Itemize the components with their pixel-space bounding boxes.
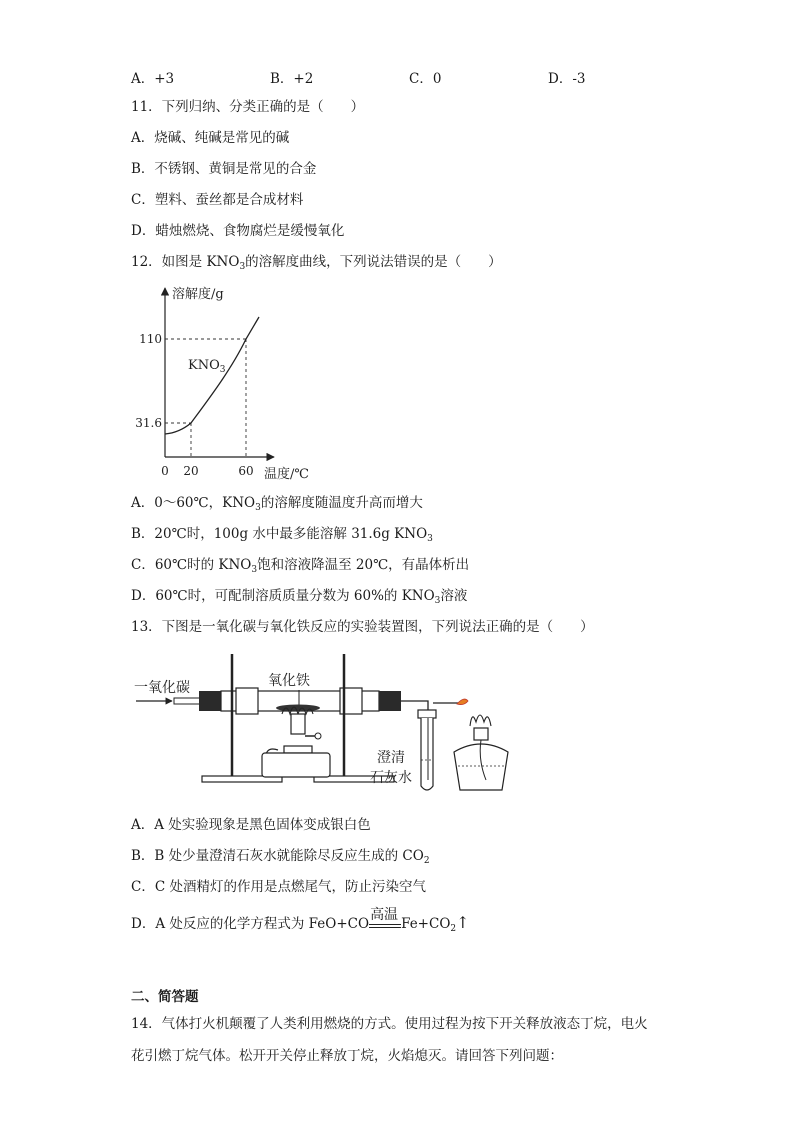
kno3-solubility-curve [165,317,259,434]
q13-option-c: C．C 处酒精灯的作用是点燃尾气，防止污染空气 [131,879,426,895]
section-title: 二、简答题 [131,989,199,1005]
q13-stem: 13．下图是一氧化碳与氧化铁反应的实验装置图，下列说法正确的是（ ） [131,619,594,635]
y-tick-110: 110 [139,332,162,346]
y-tick-31.6: 31.6 [135,416,162,430]
co-fe2o3-apparatus [128,650,528,800]
inlet-tube [174,698,200,704]
series-label-kno3: $KNO_3$ [188,358,226,375]
q12-option-b: B．20℃时，100g 水中最多能溶解 31.6g $KNO_3$ [131,526,433,544]
exhaust-flame [457,699,468,704]
limewater-test-tube [421,718,433,790]
q13-option-a: A．A 处实验现象是黑色固体变成银白色 [131,817,371,833]
x-tick-60: 60 [238,464,254,478]
alcohol-lamp-wick [474,728,488,740]
q10-option-b: B．+2 [270,71,314,87]
reaction-condition-high-temp: 高温 [369,916,401,934]
q10-option-a: A．+3 [131,71,175,87]
iron-oxide-powder [276,705,320,712]
q11-option-c: C．塑料、蚕丝都是合成材料 [131,192,304,208]
x-axis-label: 温度/℃ [264,467,309,482]
q11-option-b: B．不锈钢、黄铜是常见的合金 [131,161,317,177]
x-tick-20: 20 [183,464,199,478]
q12-option-d: D．60℃时，可配制溶质质量分数为 60%的 $KNO_3$溶液 [131,588,468,606]
q11-option-a: A．烧碱、纯碱是常见的碱 [131,130,290,146]
q11-stem: 11．下列归纳、分类正确的是（ ） [131,99,365,115]
left-stopper [199,691,221,711]
q11-option-d: D．蜡烛燃烧、食物腐烂是缓慢氧化 [131,223,345,239]
burner-body [284,746,312,753]
q10-option-d: D．-3 [548,71,586,87]
alcohol-lamp-flame [470,715,491,726]
q13-option-b: B．B 处少量澄清石灰水就能除尽反应生成的 $CO_2$ [131,848,430,866]
label-co: 一氧化碳 [134,680,190,696]
y-axis-label: 溶解度/g [172,287,224,302]
q14-line-1: 14．气体打火机颠覆了人类利用燃烧的方式。使用过程为按下开关释放液态丁烷，电火 [131,1016,648,1032]
q12-stem: 12．如图是 $KNO_3$的溶解度曲线，下列说法错误的是（ ） [131,254,502,272]
burner-base [262,753,330,777]
q10-option-c: C．0 [409,71,442,87]
q12-option-c: C．60℃时的 $KNO_3$饱和溶液降温至 20℃，有晶体析出 [131,557,470,575]
q14-line-2: 花引燃丁烷气体。松开开关停止释放丁烷，火焰熄灭。请回答下列问题： [131,1048,563,1064]
right-stopper [379,691,401,711]
x-tick-0: 0 [161,464,169,478]
burner-nozzle [291,714,305,734]
q12-option-a: A．0～60℃，$KNO_3$的溶解度随温度升高而增大 [131,495,423,513]
label-limewater-2: 石灰水 [370,770,412,786]
test-tube-stopper [418,710,436,718]
alcohol-lamp-body [454,744,508,790]
solubility-chart [128,282,338,487]
label-fe2o3: 氧化铁 [268,673,310,689]
label-limewater-1: 澄清 [377,750,405,766]
q13-option-d: D．A 处反应的化学方程式为 FeO+CO 高温 $Fe+CO_2↑$ [131,906,470,934]
